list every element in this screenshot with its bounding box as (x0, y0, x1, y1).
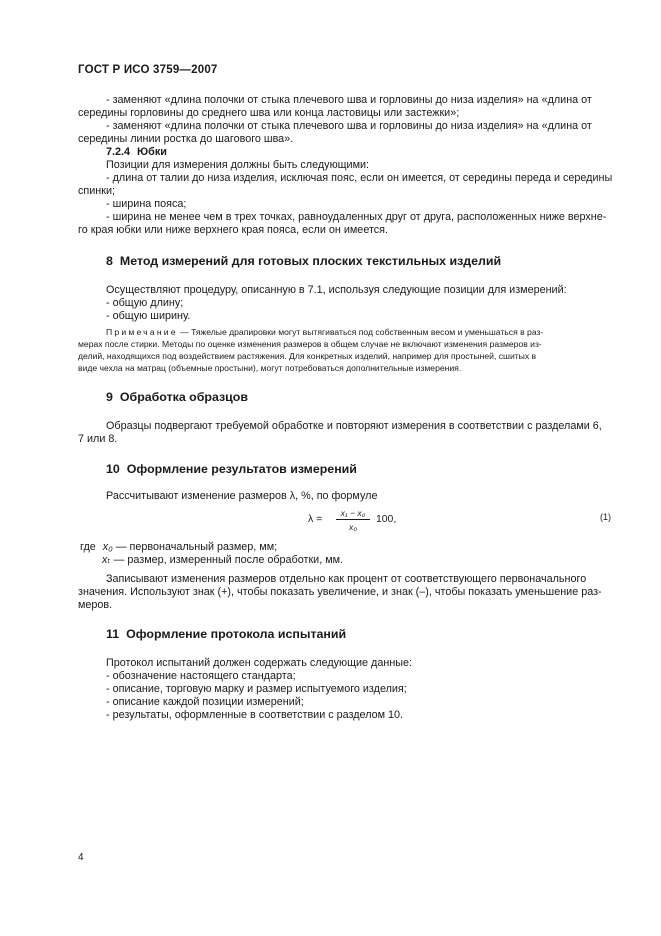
variable-definition (80, 541, 277, 554)
section-number: 8 (106, 254, 113, 268)
note-text: виде чехла на матрац (объемные простыни), могут потребоваться дополнительные измерения. (78, 363, 462, 373)
subsection-heading (106, 146, 167, 159)
paragraph: Протокол испытаний должен содержать следующие данные: (106, 657, 413, 669)
list-item: - длина от талии до низа изделия, исключая пояс, если он имеется, от середины переда и середины (106, 172, 613, 184)
list-item-continuation: го края юбки или ниже верхнего края пояса, если он имеется. (78, 224, 389, 236)
list-item: - ширина пояса; (106, 198, 187, 210)
section-heading (106, 390, 248, 404)
variable-definition (102, 554, 343, 567)
list-item: - результаты, оформленные в соответствии с разделом 10. (106, 709, 404, 721)
formula-numerator: x₁ − x₀ (340, 508, 366, 518)
note-text: — Тяжелые драпировки могут вытягиваться под собственным весом и уменьшаться в раз- (180, 327, 544, 337)
list-item: - общую длину; (106, 297, 184, 309)
equation-number: (1) (600, 512, 611, 522)
paragraph-continuation: меров. (78, 599, 113, 611)
paragraph-continuation: 7 или 8. (78, 433, 118, 445)
section-title: Метод измерений для готовых плоских текстильных изделий (119, 254, 502, 268)
note (106, 326, 543, 338)
list-item: - общую ширину. (106, 310, 191, 322)
list-item-continuation: середины горловины до среднего шва или конца ластовицы или застежки»; (78, 107, 460, 119)
formula (308, 508, 408, 540)
subsection-title: Юбки (137, 146, 167, 158)
formula-denominator: x₀ (349, 522, 357, 532)
section-number: 9 (106, 390, 113, 404)
note-text: мерах после стирки. Методы по оценке изменения размеров в общем случае не включают изменения размеров из- (78, 339, 542, 349)
list-item-continuation: середины линии ростка до шагового шва». (78, 133, 294, 145)
subsection-number: 7.2.4 (106, 146, 131, 158)
section-title: Обработка образцов (119, 390, 248, 404)
section-heading (106, 462, 357, 476)
where-label: где (80, 541, 96, 553)
paragraph-continuation: значения. Используют знак (+), чтобы показать увеличение, и знак (–), чтобы показать уменьшение раз- (78, 586, 602, 598)
section-title: Оформление протокола испытаний (126, 627, 347, 641)
formula-lhs: λ = (308, 514, 323, 525)
list-item: - описание, торговую марку и размер испытуемого изделия; (106, 683, 407, 695)
list-item: - заменяют «длина полочки от стыка плечевого шва и горловины до низа изделия» на «длина от (106, 120, 592, 132)
variable-description: — размер, измеренный после обработки, мм. (113, 554, 344, 566)
list-item: - обозначение настоящего стандарта; (106, 670, 296, 682)
paragraph: Осуществляют процедуру, описанную в 7.1, используя следующие позиции для измерений: (106, 284, 567, 296)
note-text: делий, находящихся под воздействием растяжения. Для конкретных изделий, например для простыней, сшитых в (78, 351, 537, 361)
fraction-bar (336, 519, 370, 520)
list-item: - описание каждой позиции измерений; (106, 696, 304, 708)
list-item: - заменяют «длина полочки от стыка плечевого шва и горловины до низа изделия» на «длина от (106, 94, 592, 106)
paragraph: Рассчитывают изменение размеров λ, %, по формуле (106, 490, 378, 502)
page-number: 4 (78, 852, 84, 863)
section-title: Оформление результатов измерений (126, 462, 357, 476)
section-number: 11 (106, 627, 120, 641)
variable-symbol: x₀ (102, 541, 113, 553)
variable-symbol: xₜ (102, 554, 111, 566)
variable-description: — первоначальный размер, мм; (115, 541, 278, 553)
formula-fraction (336, 508, 370, 532)
note-label: Примечание (106, 327, 178, 337)
section-heading (106, 254, 501, 268)
list-item: - ширина не менее чем в трех точках, равноудаленных друг от друга, расположенных ниже верхне- (106, 211, 607, 223)
section-heading (106, 627, 346, 641)
paragraph: Записывают изменения размеров отдельно как процент от соответствующего первоначального (106, 573, 587, 585)
list-item-continuation: спинки; (78, 185, 115, 197)
section-number: 10 (106, 462, 120, 476)
paragraph: Позиции для измерения должны быть следующими: (106, 159, 370, 171)
paragraph: Образцы подвергают требуемой обработке и повторяют измерения в соответствии с разделами 6, (106, 420, 602, 432)
document-header: ГОСТ Р ИСО 3759—2007 (78, 64, 218, 76)
formula-multiplier: 100, (376, 514, 397, 525)
